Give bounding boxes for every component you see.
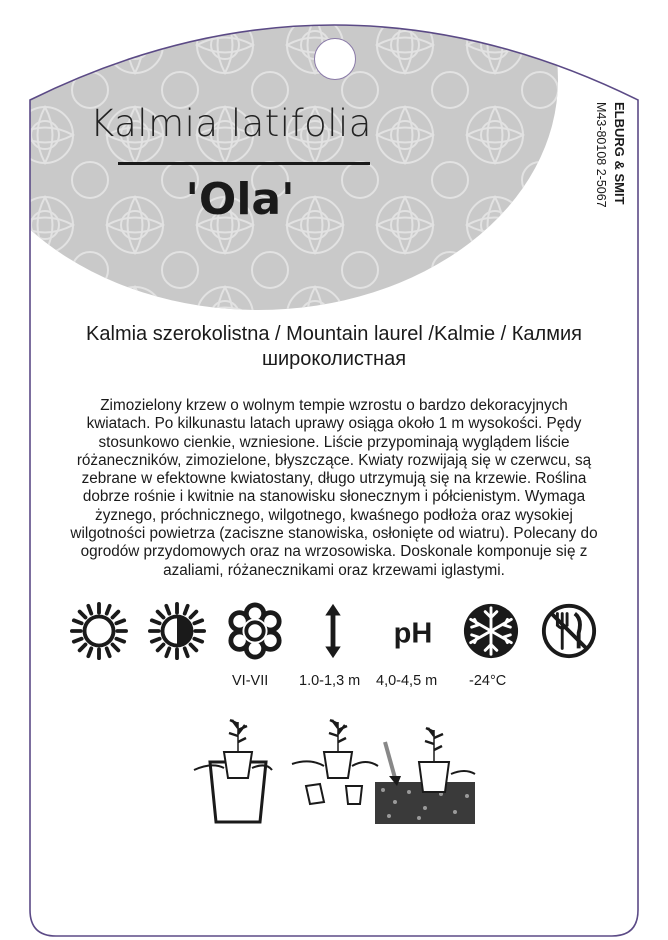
sun-icon (70, 602, 128, 660)
common-names: Kalmia szerokolistna / Mountain laurel /Kalmie / Калмия широколистная (86, 323, 582, 370)
description: Zimozielony krzew o wolnym tempie wzrostu o bardzo dekoracyjnych kwiatach. Po kilkunastu latach uprawy osiąga około 1 m wysokości. Pędy stosunkowo cienkie, wzniesione. Liście przypominają wyglądem liście różaneczników, zimozielone, błyszczące. Kwiaty rozwijają się w czerwcu, są zebrane w efektowne kwiatostany, długo utrzymują się na krzewie. Roślina dobrze rośnie i kwitnie na stanowisku słonecznym i półcienistym. Wymaga żyznego, próchnicznego, wilgotnego, kwaśnego podłoża oraz wysokiej wilgotności powietrza (zaciszne stanowiska, osłonięte od wiatru). Polecany do ogrodów przydomowych oraz na wrzosowiska. Doskonale komponuje się z azaliami, różanecznikami oraz krzewami iglastymi. (70, 397, 598, 579)
latin-name: Kalmia latifolia (90, 102, 372, 145)
hardiness-caption: -24°C (469, 673, 507, 689)
title-divider (118, 162, 370, 165)
brand-vertical (585, 100, 625, 250)
height-arrow-icon (304, 602, 362, 660)
ph-icon (384, 602, 442, 660)
hanging-hole (314, 38, 356, 80)
ph-label: pH (393, 617, 433, 650)
ph-caption: 4,0-4,5 m (376, 673, 438, 689)
step-soak-illustration (194, 720, 272, 822)
cultivar-name: 'Ola' (185, 174, 295, 225)
planting-steps (190, 712, 480, 832)
half-shade-icon (148, 602, 206, 660)
product-code: M43-80108 2-5067 (594, 102, 608, 208)
step-plant-illustration (375, 728, 475, 824)
not-edible-icon (540, 602, 598, 660)
brand-name: ELBURG & SMIT (612, 102, 627, 205)
height-caption: 1.0-1,3 m (299, 673, 361, 689)
snowflake-icon (462, 602, 520, 660)
flowering-caption: VI-VII (232, 673, 269, 689)
flower-icon (226, 602, 284, 660)
step-remove-pot-illustration (292, 720, 378, 804)
